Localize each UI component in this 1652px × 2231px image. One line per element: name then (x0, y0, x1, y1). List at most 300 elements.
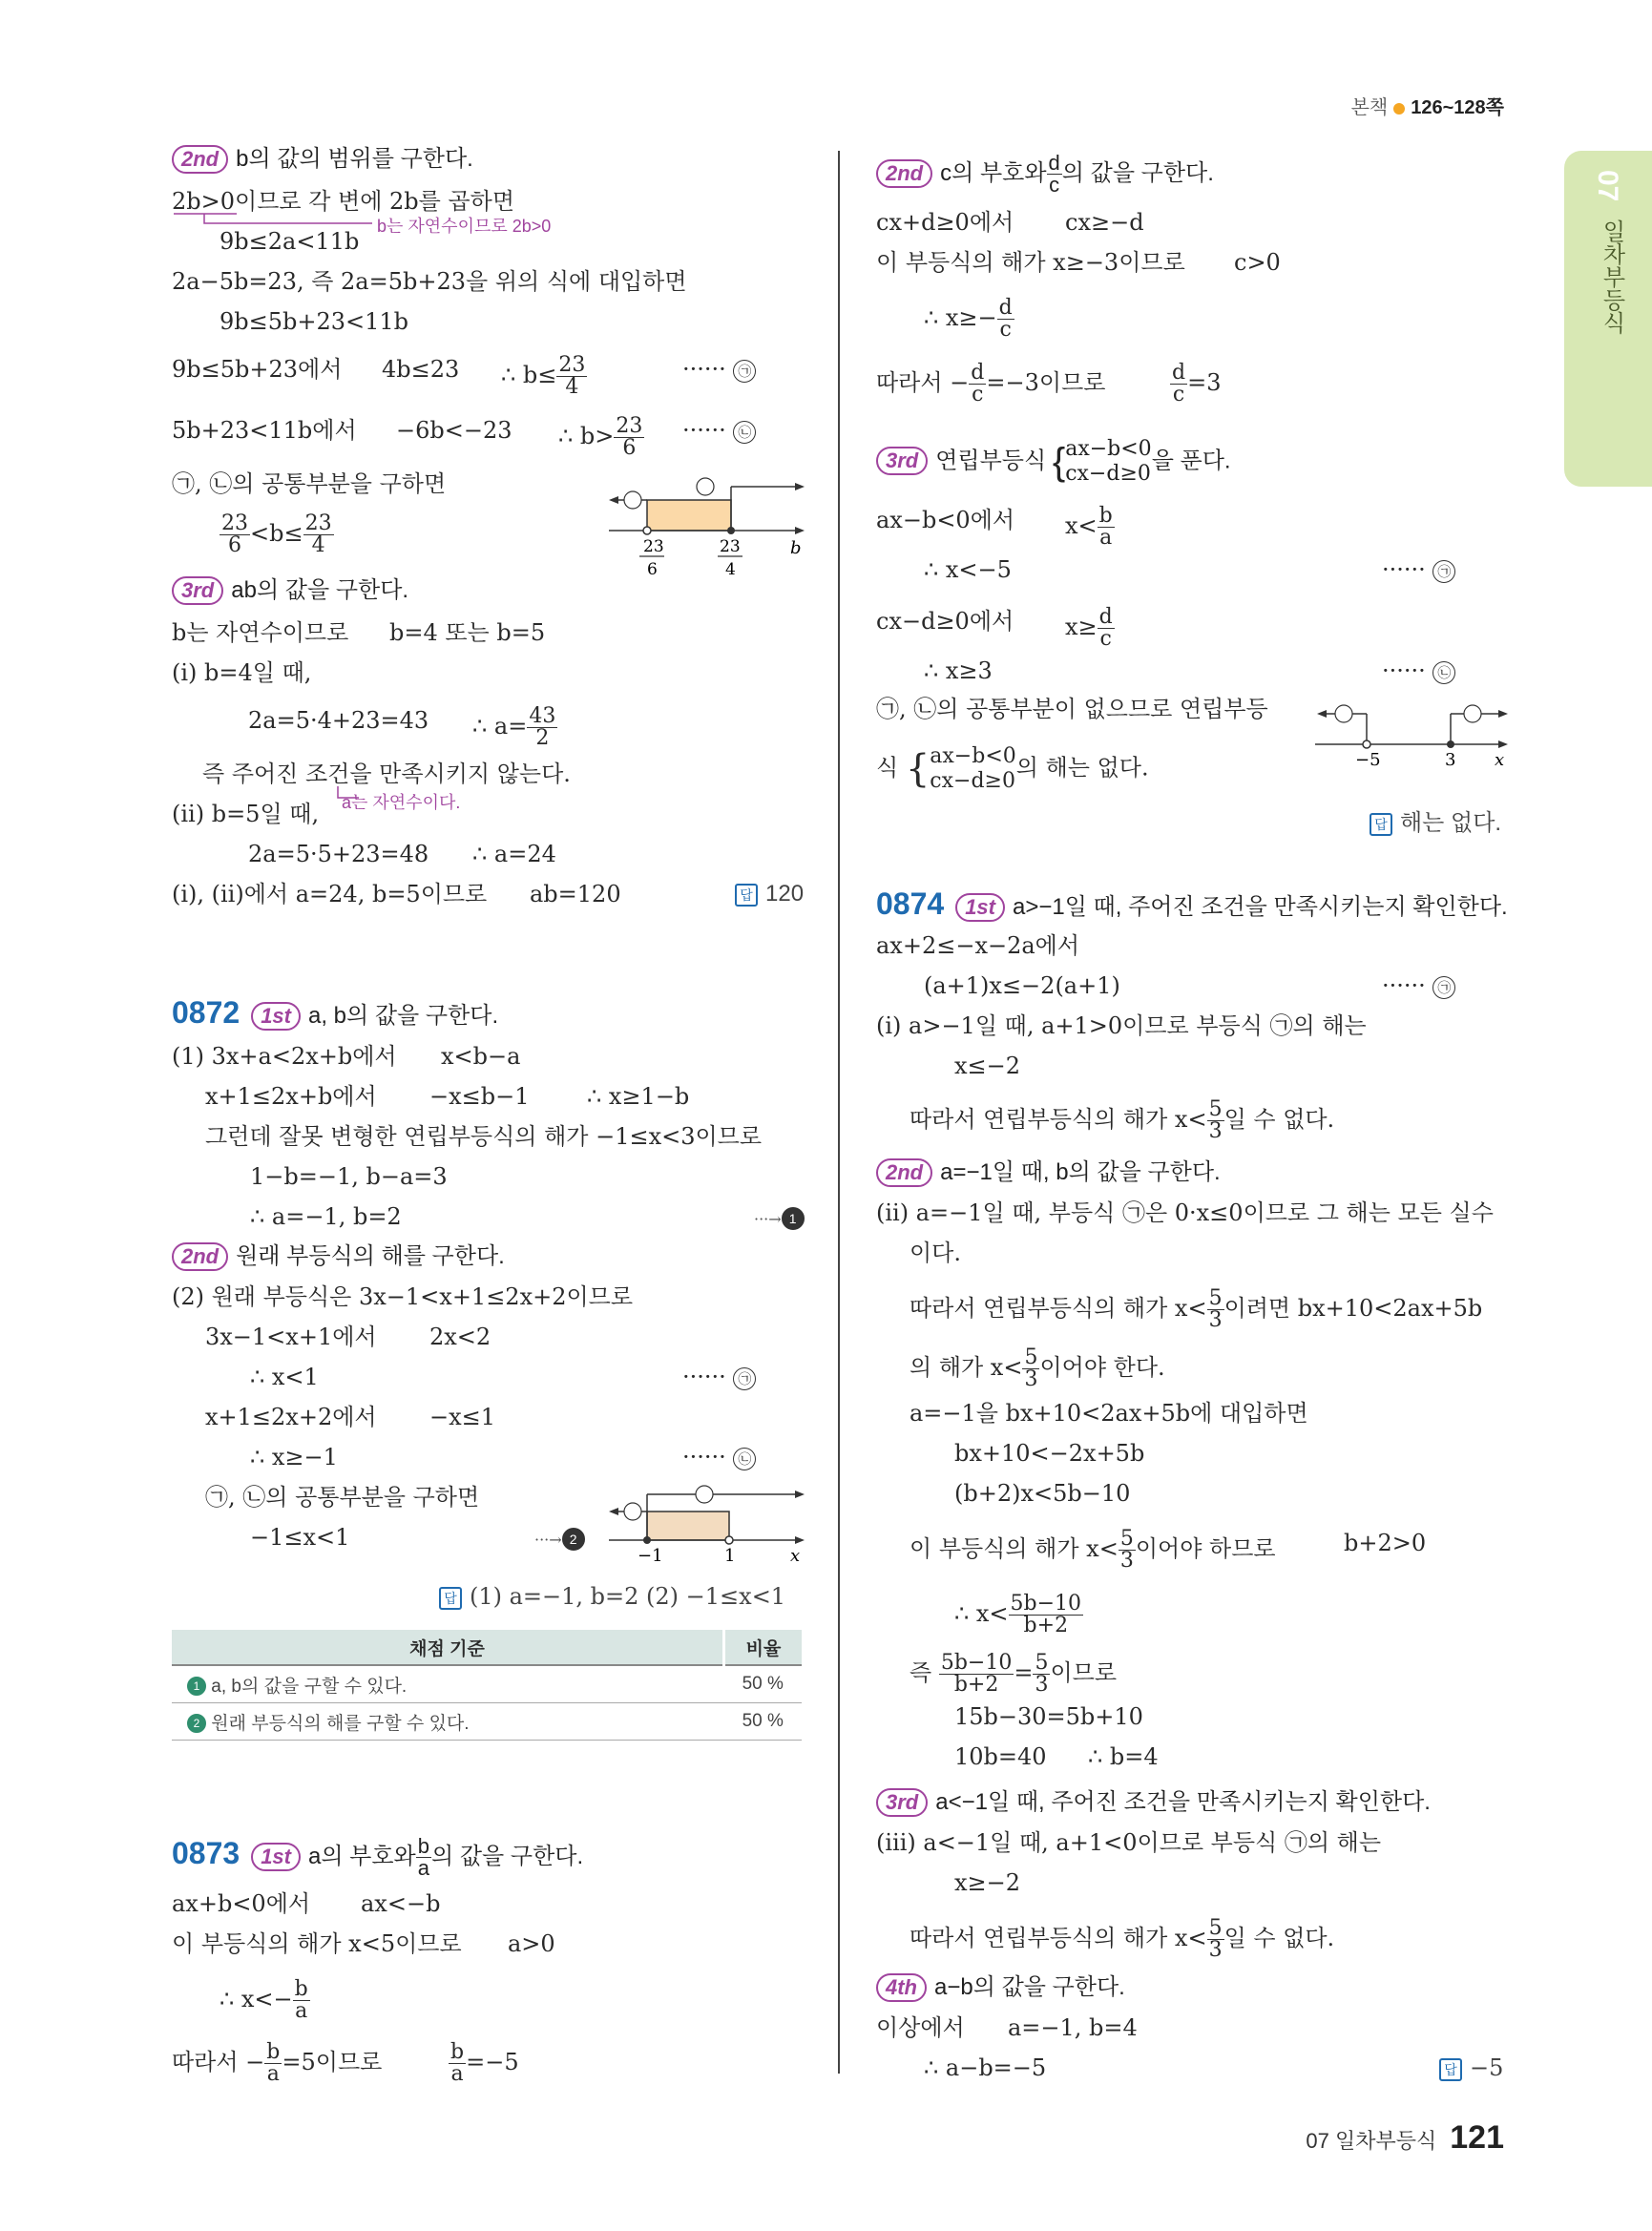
fraction (1207, 1099, 1224, 1142)
line-text: cx−d≥0에서 (876, 608, 1014, 635)
note-text: b는 자연수이므로 2b>0 (377, 217, 552, 236)
step-title: a의 부호와 (307, 1843, 416, 1869)
step-title: 을 푼다. (1151, 448, 1231, 474)
fraction (997, 298, 1014, 341)
math-line (172, 880, 621, 908)
number-line-diagram-1 (609, 468, 809, 582)
fraction (527, 706, 557, 749)
numerator: d (971, 361, 985, 385)
badge-3rd: 3rd (172, 576, 223, 605)
denominator: 3 (1208, 1938, 1223, 1962)
line-text: ∴ x≥1−b (587, 1083, 690, 1110)
fraction (1170, 363, 1187, 406)
sys-line: ax−b<0 (930, 744, 1016, 768)
math-line: (ⅰ) a>−1일 때, a+1>0이므로 부등식 ㉠의 해는 (876, 1012, 1367, 1039)
math-line: bx+10<−2x+5b (954, 1440, 1145, 1467)
step-title: ab의 값을 구한다. (231, 577, 409, 603)
sys-line: ax−b<0 (1065, 437, 1152, 461)
denominator: 4 (311, 533, 325, 557)
line-text (558, 416, 644, 459)
math-line: ∴ x<−5 (924, 556, 1012, 583)
denominator: 3 (1024, 1367, 1038, 1391)
line-text: 3x−1<x+1에서 (205, 1324, 377, 1350)
denominator: 4 (565, 375, 579, 399)
line-text: 9b≤5b+23에서 (172, 356, 343, 383)
line-text: a>0 (508, 1930, 555, 1957)
answer-text: (1) a=−1, b=2 (2) −1≤x<1 (470, 1583, 786, 1610)
fraction (416, 1836, 431, 1879)
math-line: (ⅰ) b=4일 때, (172, 659, 312, 686)
tick-label: 1 (724, 1546, 736, 1565)
answer-text: −5 (1470, 2054, 1504, 2081)
step-title: c의 부호와 (940, 159, 1047, 186)
line-text: 따라서 − (172, 2049, 265, 2075)
numerator: d (1048, 151, 1060, 175)
denominator: 3 (1208, 1308, 1223, 1332)
chapter-tab[interactable] (1564, 151, 1652, 487)
denominator: c (999, 318, 1012, 342)
line-text: 10b=40 (954, 1743, 1047, 1770)
step-3rd-heading (876, 1788, 1431, 1817)
numerator: 5b−10 (1010, 1592, 1082, 1616)
step-title: b의 값의 범위를 구한다. (236, 146, 473, 172)
tick-label: 6 (647, 560, 658, 579)
system (930, 744, 1015, 794)
math-line: −1≤x<1 (250, 1524, 350, 1551)
chapter-title: 일차부등식 (1599, 219, 1624, 334)
badge-2nd: 2nd (876, 159, 932, 188)
line-text (1065, 506, 1115, 549)
axis-var: x (1495, 750, 1505, 770)
badge-2nd: 2nd (876, 1158, 932, 1187)
tag-circle-2: ㉡ (1432, 661, 1455, 684)
ratio-cell: 50 % (724, 1703, 803, 1741)
math-line: ㉠, ㉡의 공통부분이 없으므로 연립부등 (876, 696, 1268, 722)
fraction (449, 2042, 466, 2085)
step-title: a>−1일 때, 주어진 조건을 만족시키는지 확인한다. (1012, 894, 1508, 920)
step-4th-heading (876, 1973, 1125, 2002)
math-line: 즉 주어진 조건을 만족시키지 않는다. (202, 761, 571, 787)
fraction (1033, 1653, 1050, 1696)
math-line (910, 1918, 1334, 1961)
math-line: (ⅲ) a<−1일 때, a+1<0이므로 부등식 ㉠의 해는 (876, 1829, 1382, 1856)
denominator: a (295, 1999, 308, 2023)
tag-line (682, 1443, 756, 1471)
line-text: cx+d≥0에서 (876, 209, 1014, 236)
line-text: 이 부등식의 해가 x<5이므로 (172, 1930, 462, 1957)
numerator: 43 (529, 704, 556, 728)
numerator: 5 (1024, 1345, 1038, 1369)
tag-line (1382, 657, 1455, 685)
denominator: a (417, 1856, 429, 1880)
badge-1st: 1st (251, 1843, 301, 1871)
line-text: ax<−b (361, 1890, 441, 1917)
line-text: a=−1, b=4 (1008, 2014, 1138, 2041)
math-line: (2) 원래 부등식은 3x−1<x+1≤2x+2이므로 (172, 1283, 634, 1310)
mark-circle-2: 2 (562, 1528, 585, 1551)
math-line: x≥−2 (954, 1869, 1021, 1896)
line-text: = (1014, 1659, 1034, 1686)
line-text: ∴ b> (558, 423, 615, 449)
numerator: 5 (1208, 1286, 1223, 1310)
line-text: 이 부등식의 해가 x< (910, 1535, 1119, 1562)
answer-0874 (1439, 2054, 1503, 2083)
line-text: =3 (1187, 369, 1222, 396)
problem-number: 0872 (172, 995, 240, 1030)
line-text (1065, 607, 1115, 650)
answer-icon: 답 (1370, 813, 1392, 836)
line-text: 2x<2 (429, 1324, 491, 1350)
criteria-text: a, b의 값을 구할 수 있다. (211, 1676, 408, 1697)
criteria-cell (172, 1703, 724, 1741)
line-text: 식 (876, 754, 899, 782)
math-line (248, 840, 556, 868)
numerator: 23 (616, 414, 643, 438)
math-line (248, 704, 556, 750)
math-line (172, 353, 752, 399)
math-line: (ⅱ) b=5일 때, (172, 801, 320, 827)
denominator: 6 (228, 533, 241, 557)
step-3rd-heading: 3rd 연립부등식 { ax−b<0 cx−d≥0 을 푼다. (876, 437, 1231, 487)
step-2nd-heading (172, 1242, 505, 1271)
denominator: 6 (622, 436, 637, 460)
line-text: 일 수 없다. (1223, 1925, 1335, 1951)
dots: ······ (1382, 657, 1426, 684)
line-text: ∴ b=4 (1088, 1743, 1159, 1770)
answer-icon: 답 (1439, 2058, 1462, 2081)
mark-1 (754, 1202, 805, 1234)
dots: ······ (1382, 556, 1426, 583)
dots: ······ (1382, 972, 1426, 999)
tag-line (682, 355, 756, 384)
line-text: 따라서 연립부등식의 해가 x< (910, 1925, 1207, 1951)
line-text: x<b−a (441, 1043, 521, 1070)
numerator: d (1098, 605, 1113, 629)
math-line (172, 1889, 441, 1918)
math-line (876, 605, 1113, 651)
note-text: a는 자연수이다. (342, 793, 461, 812)
math-line: 1−b=−1, b−a=3 (250, 1163, 448, 1190)
answer-icon: 답 (735, 884, 758, 907)
row-mark: 1 (187, 1677, 206, 1696)
math-line: 식 { ax−b<0 cx−d≥0 의 해는 없다. (876, 744, 1149, 793)
line-text: 이어야 한다. (1039, 1354, 1165, 1381)
denominator: 3 (1035, 1673, 1049, 1697)
line-text: x+1≤2x+2에서 (205, 1404, 377, 1430)
line-text: ∴ x<− (220, 1986, 293, 2012)
line-text: ∴ a=24 (472, 841, 556, 867)
fraction (303, 513, 334, 556)
math-line: ∴ x<1 (250, 1364, 319, 1390)
tag-circle-2: ㉡ (733, 421, 756, 444)
arrow-mark: ···→ (534, 1531, 562, 1549)
book-label: 본책 (1350, 97, 1389, 118)
denominator: a (1099, 526, 1113, 550)
math-line: 이다. (910, 1240, 961, 1266)
step-title: a=−1일 때, b의 값을 구한다. (940, 1159, 1221, 1185)
tick-label: 23 (643, 537, 664, 556)
math-line (220, 513, 334, 556)
criteria-cell (172, 1665, 724, 1703)
line-text: x+1≤2x+b에서 (205, 1083, 377, 1110)
table-row (172, 1703, 802, 1741)
badge-2nd: 2nd (172, 145, 228, 174)
math-line: ∴ x≥−1 (250, 1444, 338, 1470)
denominator: a (266, 2062, 280, 2086)
problem-0873-heading (172, 1836, 583, 1879)
math-line: ∴ a=−1, b=2 (250, 1203, 402, 1230)
sys-line: cx−d≥0 (930, 769, 1015, 793)
table-row (172, 1665, 802, 1703)
number-line-diagram-3 (1315, 697, 1516, 773)
math-line (172, 618, 546, 647)
math-line: (ⅱ) a=−1일 때, 부등식 ㉠은 0·x≤0이므로 그 해는 모든 실수 (876, 1199, 1494, 1226)
fraction (1009, 1594, 1084, 1637)
header-ratio: 비율 (724, 1630, 803, 1665)
dots: ······ (682, 417, 726, 444)
axis-var: b (790, 538, 802, 558)
line-text: 따라서 연립부등식의 해가 x< (910, 1295, 1207, 1322)
math-line (172, 1929, 555, 1958)
math-line: 그런데 잘못 변형한 연립부등식의 해가 −1≤x<3이므로 (205, 1123, 763, 1150)
sys-line: cx−d≥0 (1065, 462, 1151, 486)
math-line: x≤−2 (954, 1053, 1021, 1079)
tag-circle-1: ㉠ (1432, 976, 1455, 999)
row-mark: 2 (187, 1714, 206, 1733)
line-text: −x≤b−1 (429, 1083, 530, 1110)
line-text: 따라서 − (876, 369, 970, 396)
math-line (172, 2040, 519, 2086)
system (1065, 437, 1151, 487)
step-title: a−b의 값을 구한다. (934, 1974, 1125, 2000)
column-divider (838, 151, 840, 2074)
tag-circle-1: ㉠ (733, 360, 756, 383)
line-text: 5b+23<11b에서 (172, 417, 357, 444)
math-line (172, 414, 752, 460)
numerator: d (1172, 361, 1186, 385)
line-text: −x≤1 (429, 1404, 496, 1430)
badge-1st: 1st (251, 1002, 301, 1031)
step-3rd-heading (172, 576, 408, 605)
criteria-text: 원래 부등식의 해를 구할 수 있다. (211, 1713, 470, 1734)
numerator: d (998, 296, 1013, 320)
line-text (1170, 363, 1221, 406)
denominator: 3 (1119, 1549, 1134, 1573)
math-line (910, 1288, 1482, 1331)
answer-0873 (1370, 809, 1501, 838)
tick-label: −1 (638, 1546, 663, 1565)
fraction (1119, 1529, 1136, 1572)
math-line: ㉠, ㉡의 공통부분을 구하면 (172, 470, 447, 497)
answer-text: 해는 없다. (1400, 810, 1502, 836)
fraction (264, 2042, 282, 2085)
problem-number: 0874 (876, 886, 945, 921)
line-text: 2a=5·4+23=43 (248, 707, 429, 734)
step-2nd-heading (876, 153, 1214, 196)
line-text (501, 355, 587, 398)
step-title: 원래 부등식의 해를 구한다. (236, 1243, 505, 1269)
line-text: ab=120 (530, 881, 621, 907)
line-text: <b≤ (250, 520, 303, 547)
table-header-row (172, 1630, 802, 1665)
badge-3rd: 3rd (876, 1788, 928, 1817)
fraction (1098, 506, 1115, 549)
math-line (876, 2013, 1138, 2042)
fraction (220, 513, 250, 556)
dots: ······ (682, 1444, 726, 1470)
tag-line (1382, 971, 1455, 1000)
answer-text: 120 (765, 881, 805, 907)
page-number: 121 (1450, 2119, 1504, 2156)
numerator: 5b−10 (940, 1651, 1013, 1675)
line-text: 일 수 없다. (1223, 1106, 1335, 1133)
line-text: =−3이므로 (986, 369, 1106, 396)
tag-line (1382, 555, 1455, 584)
fraction (939, 1653, 1014, 1696)
mark-circle-1: 1 (782, 1207, 805, 1230)
denominator: 3 (1208, 1119, 1223, 1143)
line-text: 이 부등식의 해가 x≥−3이므로 (876, 249, 1185, 276)
fraction (556, 355, 587, 398)
numerator: 5 (1208, 1097, 1223, 1121)
line-text: b=4 또는 b=5 (389, 619, 546, 646)
chapter-number: 07 (1592, 170, 1623, 202)
numerator: 23 (304, 511, 332, 535)
math-line: 9b≤2a<11b (220, 228, 360, 255)
tick-label: 3 (1445, 750, 1456, 770)
math-line (876, 504, 1113, 550)
denominator: 2 (535, 726, 550, 750)
step-title: a, b의 값을 구한다. (307, 1003, 499, 1029)
fraction (1207, 1918, 1224, 1961)
tag-circle-1: ㉠ (733, 1367, 756, 1390)
line-text: ∴ b≤ (501, 362, 557, 388)
line-text (472, 706, 557, 749)
footer-chapter: 07 일차부등식 (1306, 2129, 1437, 2153)
step-title: 의 값을 구한다. (1061, 159, 1214, 186)
numerator: 5 (1035, 1651, 1049, 1675)
math-line: ∴ a−b=−5 (924, 2054, 1047, 2081)
line-text: 4b≤23 (382, 356, 460, 383)
line-text: −6b<−23 (396, 417, 512, 444)
line-text (449, 2042, 519, 2085)
math-line (910, 1527, 1427, 1573)
line-text: =−5 (466, 2049, 519, 2075)
numerator: 23 (221, 511, 248, 535)
line-text: (ⅰ), (ⅱ)에서 a=24, b=5이므로 (172, 881, 488, 907)
math-line (205, 1403, 496, 1431)
problem-0874-heading (876, 886, 1508, 922)
step-2nd-heading (172, 145, 473, 174)
problem-0872-heading (172, 995, 499, 1031)
math-line (205, 1082, 690, 1111)
line-text: 이려면 bx+10<2ax+5b (1223, 1295, 1483, 1322)
step-2nd-heading (876, 1158, 1221, 1187)
math-line: (b+2)x<5b−10 (954, 1480, 1131, 1507)
math-line: ∴ x≥3 (924, 657, 993, 684)
math-line (910, 1099, 1334, 1142)
page-footer (1306, 2119, 1504, 2157)
denominator: a (450, 2062, 464, 2086)
denominator: c (1049, 173, 1060, 197)
tag-circle-1: ㉠ (1432, 560, 1455, 583)
denominator: c (1172, 383, 1185, 407)
dots: ······ (682, 356, 726, 383)
numerator: b (450, 2040, 465, 2064)
step-title: a<−1일 때, 주어진 조건을 만족시키는지 확인한다. (935, 1789, 1431, 1815)
math-line (924, 298, 1014, 341)
numerator: b (1098, 504, 1113, 528)
fraction (1047, 153, 1062, 196)
answer-0871 (735, 880, 804, 908)
numerator: 5 (1119, 1527, 1134, 1551)
math-line (205, 1323, 491, 1351)
numerator: b (266, 2040, 281, 2064)
line-text: x≥ (1065, 614, 1098, 640)
fraction (1022, 1347, 1039, 1390)
line-text: 의 해가 x< (910, 1354, 1023, 1381)
line-text: 이므로 (1050, 1659, 1118, 1686)
math-line (172, 1042, 521, 1071)
numerator: b (417, 1834, 429, 1858)
line-text: (1) 3x+a<2x+b에서 (172, 1043, 397, 1070)
badge-2nd: 2nd (172, 1242, 228, 1271)
line-text: ax−b<0에서 (876, 507, 1015, 533)
line-text: 2b>0이므로 각 변에 2b를 곱하면 (172, 188, 514, 215)
mark-2 (534, 1523, 585, 1554)
line-text: b+2>0 (1344, 1530, 1427, 1556)
line-text: 이상에서 (876, 2014, 965, 2041)
denominator: c (1099, 627, 1112, 651)
number-line-diagram-2 (609, 1477, 809, 1565)
badge-3rd: 3rd (876, 447, 928, 475)
math-line: ax+2≤−x−2a에서 (876, 932, 1080, 959)
step-title: 연립부등식 (935, 448, 1047, 474)
line-text: ∴ x< (954, 1600, 1009, 1627)
math-line (954, 1594, 1083, 1637)
math-line: 9b≤5b+23<11b (220, 308, 409, 335)
math-line: ㉠, ㉡의 공통부분을 구하면 (205, 1484, 480, 1511)
ratio-cell: 50 % (724, 1665, 803, 1703)
denominator: b+2 (953, 1673, 999, 1697)
tick-label: 23 (720, 537, 741, 556)
arrow-mark: ···→ (754, 1210, 782, 1228)
math-line (910, 1347, 1165, 1390)
tag-circle-2: ㉡ (733, 1448, 756, 1470)
line-text: cx≥−d (1065, 209, 1144, 236)
fraction (1098, 607, 1115, 650)
line-text: 즉 (910, 1659, 932, 1686)
dot-icon (1393, 103, 1405, 115)
dots: ······ (682, 1364, 726, 1390)
line-text: 이어야 하므로 (1135, 1535, 1276, 1562)
fraction (293, 1979, 310, 2022)
tag-line (682, 416, 756, 445)
line-text: =5이므로 (282, 2049, 383, 2075)
tag-line (682, 1363, 756, 1391)
math-line (876, 248, 1281, 277)
math-line (954, 1742, 1159, 1771)
denominator: c (972, 383, 984, 407)
header-criteria: 채점 기준 (172, 1630, 724, 1665)
math-line (910, 1653, 1117, 1696)
answer-0872 (439, 1582, 785, 1612)
tick-label: −5 (1355, 750, 1381, 770)
fraction (614, 416, 644, 459)
math-line: 2a−5b=23, 즉 2a=5b+23을 위의 식에 대입하면 (172, 268, 687, 295)
line-text: 의 해는 없다. (1015, 754, 1149, 782)
axis-var: x (790, 1546, 801, 1565)
